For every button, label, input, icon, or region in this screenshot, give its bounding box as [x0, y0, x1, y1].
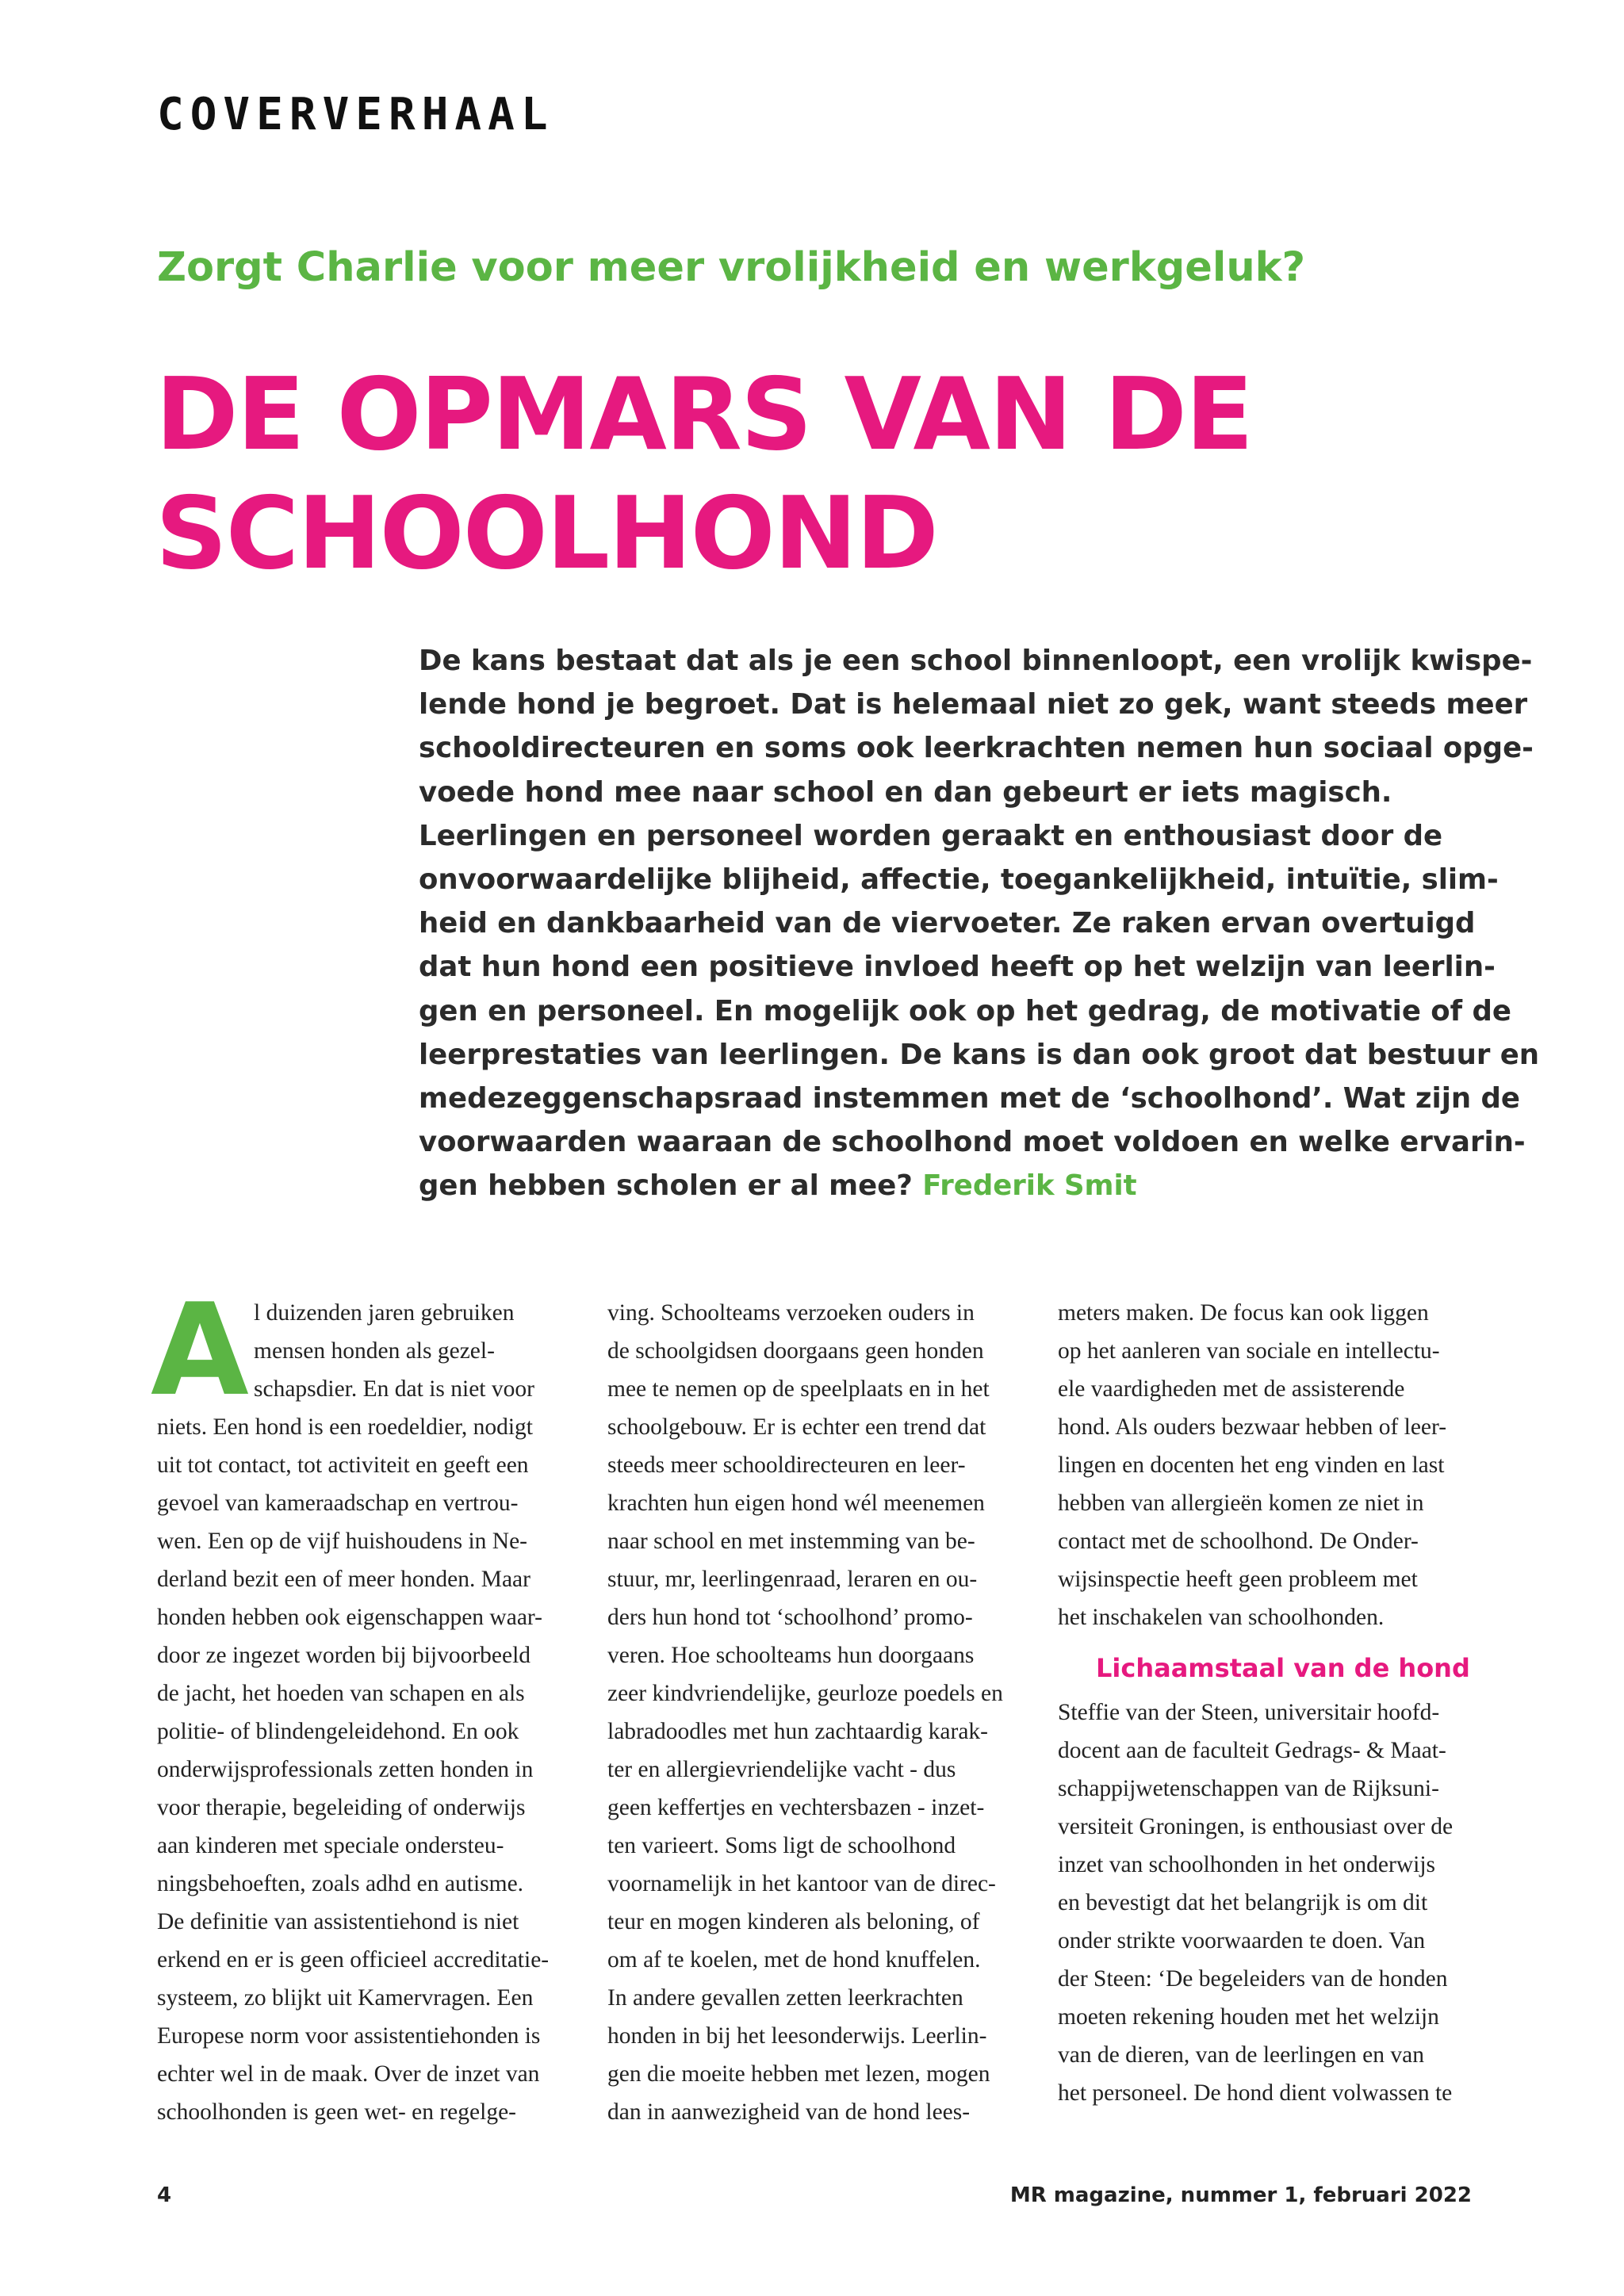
body-line: het personeel. De hond dient volwassen te [1058, 2080, 1453, 2106]
body-line: wen. Een op de vijf huishoudens in Ne- [157, 1529, 527, 1554]
body-line: wijsinspectie heeft geen probleem met [1058, 1567, 1418, 1592]
body-line: ningsbehoeften, zoals adhd en autisme. [157, 1871, 524, 1896]
body-line: l duizenden jaren gebruiken [254, 1300, 515, 1326]
body-line: aan kinderen met speciale ondersteu- [157, 1833, 504, 1858]
intro-line: leerprestaties van leerlingen. De kans is dan ook groot dat bestuur en [419, 1038, 1540, 1071]
body-line: ele vaardigheden met de assisterende [1058, 1376, 1405, 1402]
body-line: moeten rekening houden met het welzijn [1058, 2004, 1439, 2030]
intro-line: lende hond je begroet. Dat is helemaal niet zo gek, want steeds meer [419, 688, 1528, 721]
body-line: mee te nemen op de speelplaats en in het [607, 1376, 990, 1402]
body-line: het inschakelen van schoolhonden. [1058, 1605, 1385, 1630]
section-subhead: Lichaamstaal van de hond [1096, 1653, 1470, 1683]
intro-line: heid en dankbaarheid van de viervoeter. Ze raken ervan overtuigd [419, 907, 1476, 940]
body-line: hond. Als ouders bezwaar hebben of leer- [1058, 1414, 1447, 1440]
body-line: niets. Een hond is een roedeldier, nodigt [157, 1414, 533, 1440]
intro-line: voorwaarden waaraan de schoolhond moet voldoen en welke ervarin- [419, 1126, 1526, 1159]
section-label: COVERVERHAAL [157, 89, 554, 140]
body-line: inzet van schoolhonden in het onderwijs [1058, 1852, 1435, 1877]
body-line: honden in bij het leesonderwijs. Leerlin- [607, 2023, 987, 2049]
body-line: honden hebben ook eigenschappen waar- [157, 1605, 542, 1630]
body-line: schoolgebouw. Er is echter een trend dat [607, 1414, 986, 1440]
author-name: Frederik Smit [922, 1169, 1137, 1203]
body-line: veren. Hoe schoolteams hun doorgaans [607, 1643, 975, 1668]
body-line: en bevestigt dat het belangrijk is om dit [1058, 1890, 1428, 1915]
page-number: 4 [157, 2183, 172, 2207]
body-line: op het aanleren van sociale en intellectu- [1058, 1338, 1440, 1364]
body-line: gen die moeite hebben met lezen, mogen [607, 2061, 990, 2087]
body-line: hebben van allergieën komen ze niet in [1058, 1490, 1424, 1516]
body-line: contact met de schoolhond. De Onder- [1058, 1529, 1419, 1554]
body-line: schoolhonden is geen wet- en regelge- [157, 2099, 516, 2125]
body-line: lingen en docenten het eng vinden en last [1058, 1452, 1445, 1478]
body-line: de schoolgidsen doorgaans geen honden [607, 1338, 984, 1364]
body-line: echter wel in de maak. Over de inzet van [157, 2061, 540, 2087]
body-line: De definitie van assistentiehond is niet [157, 1909, 519, 1934]
body-line: Europese norm voor assistentiehonden is [157, 2023, 541, 2049]
body-line: docent aan de faculteit Gedrags- & Maat- [1058, 1738, 1446, 1763]
body-line: zeer kindvriendelijke, geurloze poedels en [607, 1681, 1003, 1706]
body-line: teur en mogen kinderen als beloning, of [607, 1909, 980, 1934]
intro-line: voede hond mee naar school en dan gebeurt er iets magisch. [419, 775, 1392, 809]
body-line: voornamelijk in het kantoor van de direc- [607, 1871, 996, 1896]
body-line: uit tot contact, tot activiteit en geeft een [157, 1452, 529, 1478]
body-line: meters maken. De focus kan ook liggen [1058, 1300, 1429, 1326]
body-line: voor therapie, begeleiding of onderwijs [157, 1795, 526, 1820]
body-line: steeds meer schooldirecteuren en leer- [607, 1452, 966, 1478]
article-headline [155, 355, 1519, 593]
body-column-1 [157, 1294, 577, 2131]
body-line: labradoodles met hun zachtaardig karak- [607, 1719, 988, 1744]
intro-line: gen en personeel. En mogelijk ook op het gedrag, de motivatie of de [419, 994, 1511, 1027]
body-line: onderwijsprofessionals zetten honden in [157, 1757, 534, 1782]
body-line: systeem, zo blijkt uit Kamervragen. Een [157, 1985, 534, 2011]
body-line: ter en allergievriendelijke vacht - dus [607, 1757, 956, 1782]
intro-line: schooldirecteuren en soms ook leerkrachten nemen hun sociaal opge- [419, 732, 1534, 765]
headline-line: SCHOOLHOND [155, 475, 937, 591]
intro-line: dat hun hond een positieve invloed heeft op het welzijn van leerlin- [419, 951, 1496, 984]
body-line: erkend en er is geen officieel accreditatie- [157, 1947, 550, 1973]
intro-last-line: gen hebben scholen er al mee? [419, 1169, 913, 1203]
body-line: om af te koelen, met de hond knuffelen. [607, 1947, 981, 1973]
body-line: In andere gevallen zetten leerkrachten [607, 1985, 963, 2011]
body-line: krachten hun eigen hond wél meenemen [607, 1490, 985, 1516]
body-line: politie- of blindengeleidehond. En ook [157, 1719, 519, 1744]
body-line: gevoel van kameraadschap en vertrou- [157, 1490, 519, 1516]
body-line: ten varieert. Soms ligt de schoolhond [607, 1833, 956, 1858]
article-intro [419, 639, 1540, 1208]
body-line: schapsdier. En dat is niet voor [254, 1376, 534, 1402]
intro-line [419, 1164, 1473, 1207]
intro-line: Leerlingen en personeel worden geraakt en enthousiast door de [419, 819, 1443, 852]
body-column-2 [607, 1294, 1028, 2131]
body-line: der Steen: ‘De begeleiders van de honden [1058, 1966, 1448, 1992]
body-line: dan in aanwezigheid van de hond lees- [607, 2099, 971, 2125]
body-line: van de dieren, van de leerlingen en van [1058, 2042, 1424, 2068]
intro-line: onvoorwaardelijke blijheid, affectie, toegankelijkheid, intuïtie, slim- [419, 863, 1499, 897]
intro-line: medezeggenschapsraad instemmen met de ‘schoolhond’. Wat zijn de [419, 1082, 1521, 1115]
article-subtitle: Zorgt Charlie voor meer vrolijkheid en werkgeluk? [157, 244, 1306, 291]
body-line: Steffie van der Steen, universitair hoofd- [1058, 1700, 1440, 1725]
body-line: mensen honden als gezel- [254, 1338, 495, 1364]
body-line: derland bezit een of meer honden. Maar [157, 1567, 530, 1592]
drop-cap: A [151, 1276, 249, 1424]
body-line: onder strikte voorwaarden te doen. Van [1058, 1928, 1426, 1954]
body-line: door ze ingezet worden bij bijvoorbeeld [157, 1643, 531, 1668]
body-line: versiteit Groningen, is enthousiast over de [1058, 1814, 1454, 1839]
body-line: geen keffertjes en vechtersbazen - inzet- [607, 1795, 985, 1820]
body-line: naar school en met instemming van be- [607, 1529, 975, 1554]
body-line: stuur, mr, leerlingenraad, leraren en ou- [607, 1567, 978, 1592]
body-line: ders hun hond tot ‘schoolhond’ promo- [607, 1605, 973, 1630]
publication-info: MR magazine, nummer 1, februari 2022 [1009, 2183, 1472, 2207]
body-line: schappijwetenschappen van de Rijksuni- [1058, 1776, 1439, 1801]
headline-line: DE OPMARS VAN DE [155, 356, 1252, 473]
body-line: ving. Schoolteams verzoeken ouders in [607, 1300, 975, 1326]
intro-line: De kans bestaat dat als je een school binnenloopt, een vrolijk kwispe- [419, 645, 1533, 677]
body-column-3 [1058, 1294, 1478, 2112]
body-line: de jacht, het hoeden van schapen en als [157, 1681, 525, 1706]
